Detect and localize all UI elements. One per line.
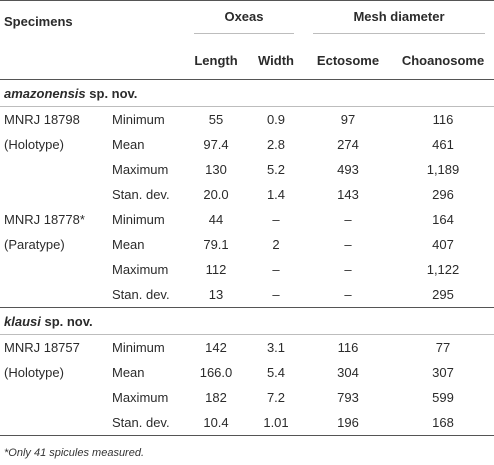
stat-label: Stan. dev. (112, 415, 170, 430)
length-value: 182 (205, 390, 227, 405)
ectosome-value: 143 (337, 187, 359, 202)
width-value: 0.9 (266, 112, 286, 127)
length-value: 20.0 (203, 187, 229, 202)
ectosome-value: 274 (337, 137, 359, 152)
header-row-2 (0, 41, 494, 80)
ectosome-value: – (344, 262, 352, 277)
header-row-1 (0, 1, 494, 42)
choanosome-value: 461 (432, 137, 454, 152)
table-row (0, 282, 494, 308)
stat-label: Mean (112, 137, 145, 152)
stat-label: Maximum (112, 390, 169, 405)
specimen-note: (Paratype) (4, 237, 65, 252)
choanosome-value: 164 (432, 212, 454, 227)
specimen-note: (Holotype) (4, 137, 64, 152)
ectosome-value: 97 (340, 112, 356, 127)
ectosome-value: 304 (337, 365, 359, 380)
choanosome-value: 168 (432, 415, 454, 430)
table-row (0, 360, 494, 385)
length-header: Length (194, 52, 238, 68)
width-value: 3.1 (266, 340, 286, 355)
stat-label: Minimum (112, 112, 165, 127)
ectosome-value: 196 (337, 415, 359, 430)
species-name: klausi (4, 313, 41, 329)
choanosome-value: 307 (432, 365, 454, 380)
specimen-note: (Holotype) (4, 365, 64, 380)
stat-label: Stan. dev. (112, 187, 170, 202)
length-value: 44 (208, 212, 224, 227)
choanosome-value: 599 (432, 390, 454, 405)
table-row (0, 207, 494, 232)
width-value: 1.4 (266, 187, 286, 202)
ectosome-value: 493 (337, 162, 359, 177)
table-row (0, 410, 494, 436)
width-value: – (272, 287, 280, 302)
species-suffix: sp. nov. (85, 85, 138, 101)
section-row-amazonensis (0, 80, 494, 107)
specimen-id: MNRJ 18778* (4, 212, 85, 227)
length-value: 55 (208, 112, 224, 127)
stat-label: Maximum (112, 262, 169, 277)
length-value: 97.4 (203, 137, 229, 152)
specimens-header: Specimens (4, 13, 73, 29)
length-value: 142 (205, 340, 227, 355)
length-value: 10.4 (203, 415, 229, 430)
length-value: 130 (205, 162, 227, 177)
stat-label: Stan. dev. (112, 287, 170, 302)
width-value: 2.8 (266, 137, 286, 152)
width-value: 7.2 (266, 390, 286, 405)
table-row (0, 132, 494, 157)
width-value: 5.4 (266, 365, 286, 380)
length-value: 166.0 (199, 365, 233, 380)
ectosome-header: Ectosome (316, 52, 380, 68)
mesh-diameter-header: Mesh diameter (304, 1, 494, 42)
choanosome-value: 1,122 (426, 262, 460, 277)
stat-label: Mean (112, 365, 145, 380)
choanosome-value: 1,189 (426, 162, 460, 177)
ectosome-value: – (344, 287, 352, 302)
width-value: 1.01 (263, 415, 289, 430)
width-value: – (272, 262, 280, 277)
specimen-id: MNRJ 18798 (4, 112, 80, 127)
ectosome-value: 116 (337, 340, 359, 355)
ectosome-value: – (344, 212, 352, 227)
stat-label: Maximum (112, 162, 169, 177)
table-row (0, 385, 494, 410)
species-name: amazonensis (4, 85, 86, 101)
width-value: 5.2 (266, 162, 286, 177)
choanosome-value: 116 (432, 112, 454, 127)
choanosome-value: 296 (432, 187, 454, 202)
ectosome-value: 793 (337, 390, 359, 405)
stat-label: Minimum (112, 212, 165, 227)
stat-label: Mean (112, 237, 145, 252)
table-row (0, 257, 494, 282)
oxeas-header: Oxeas (184, 1, 304, 42)
choanosome-value: 295 (432, 287, 454, 302)
length-value: 112 (205, 262, 227, 277)
section-row-klausi (0, 308, 494, 335)
species-suffix: sp. nov. (40, 313, 93, 329)
table-row (0, 335, 494, 361)
stat-label: Minimum (112, 340, 165, 355)
table-footnote: *Only 41 spicules measured. (4, 447, 145, 459)
specimen-id: MNRJ 18757 (4, 340, 80, 355)
choanosome-value: 407 (432, 237, 454, 252)
choanosome-value: 77 (435, 340, 451, 355)
width-value: 2 (272, 237, 280, 252)
table-row (0, 157, 494, 182)
table-row (0, 232, 494, 257)
table-row (0, 182, 494, 207)
table-row (0, 107, 494, 133)
length-value: 13 (208, 287, 224, 302)
length-value: 79.1 (203, 237, 229, 252)
width-value: – (272, 212, 280, 227)
choanosome-header: Choanosome (401, 52, 485, 68)
ectosome-value: – (344, 237, 352, 252)
width-header: Width (258, 52, 294, 68)
